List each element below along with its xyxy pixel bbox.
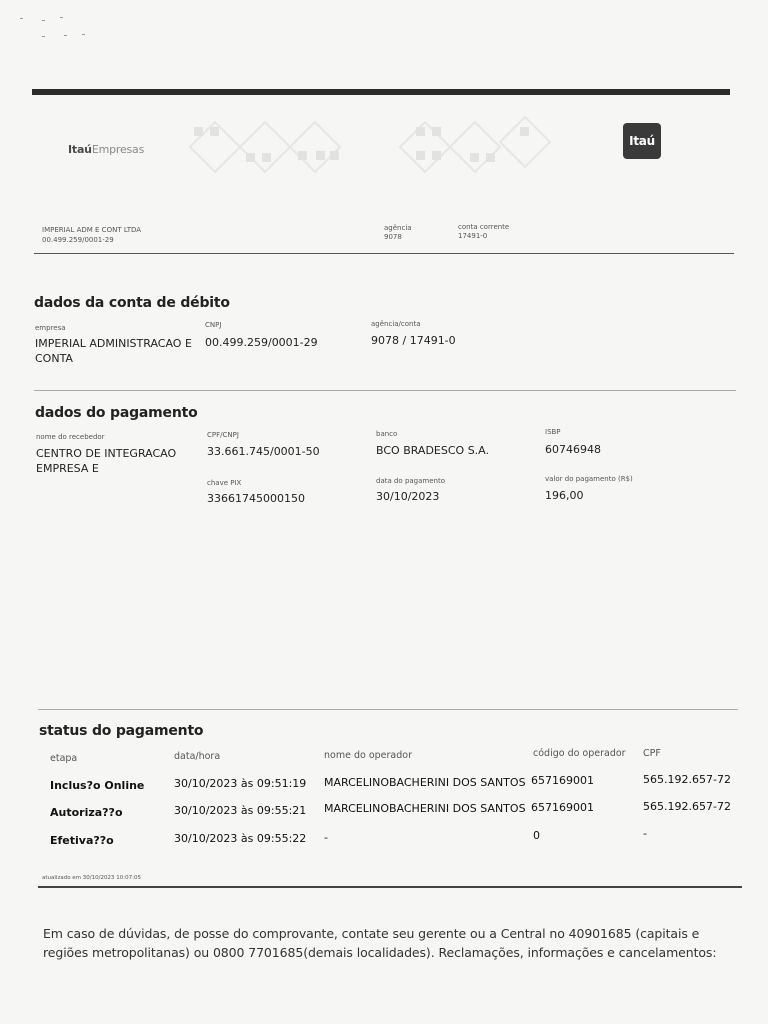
divider <box>38 886 742 888</box>
updated-timestamp: atualizado em 30/10/2023 10:07:05 <box>42 875 141 881</box>
col-codigo: código do operador <box>533 748 626 759</box>
background-pattern <box>170 97 570 189</box>
row-codigo: 0 <box>533 829 540 842</box>
pagamento-title: dados do pagamento <box>35 405 198 421</box>
row-etapa: Autoriza??o <box>50 806 123 819</box>
conta-label: conta corrente <box>458 223 510 231</box>
empresa-label: empresa <box>35 324 66 332</box>
row-operador: - <box>324 831 328 844</box>
divider <box>38 709 738 710</box>
company-cnpj: 00.499.259/0001-29 <box>42 236 114 244</box>
debito-title: dados da conta de débito <box>34 295 230 311</box>
chave-pix-value: 33661745000150 <box>207 492 305 505</box>
header-bar <box>32 89 730 95</box>
row-cpf: 565.192.657-72 <box>643 800 731 813</box>
status-title: status do pagamento <box>39 723 204 739</box>
cpfcnpj-value: 33.661.745/0001-50 <box>207 445 320 458</box>
col-operador: nome do operador <box>324 750 412 761</box>
conta-value: 17491-0 <box>458 232 488 240</box>
footer-text: Em caso de dúvidas, de posse do comprovante, contate seu gerente ou a Central no 40901685 (capitais e regiões metropolitanas) ou 0800 7701685(demais localidades). Reclamações, informações e cancelamentos: <box>43 926 717 960</box>
agconta-label: agência/conta <box>371 320 421 328</box>
row-operador: MARCELINOBACHERINI DOS SANTOS <box>324 802 526 815</box>
row-codigo: 657169001 <box>531 801 594 814</box>
row-cpf: 565.192.657-72 <box>643 773 731 786</box>
recebedor-label: nome do recebedor <box>36 433 105 441</box>
row-cpf: - <box>643 827 647 840</box>
row-datahora: 30/10/2023 às 09:55:22 <box>174 832 307 845</box>
row-datahora: 30/10/2023 às 09:51:19 <box>174 777 307 790</box>
cnpj-label: CNPJ <box>205 321 222 329</box>
valor-label: valor do pagamento (R$) <box>545 475 633 483</box>
company-name: IMPERIAL ADM E CONT LTDA <box>42 226 142 234</box>
ispb-value: 60746948 <box>545 443 601 456</box>
itau-logo: Itaú <box>623 123 661 159</box>
valor-value: 196,00 <box>545 489 584 502</box>
brand-wordmark: ItaúEmpresas <box>68 143 145 156</box>
agencia-value: 9078 <box>384 233 402 241</box>
data-pagamento-value: 30/10/2023 <box>376 490 440 503</box>
agconta-value: 9078 / 17491-0 <box>371 334 456 347</box>
row-etapa: Inclus?o Online <box>50 779 145 792</box>
empresa-value: IMPERIAL ADMINISTRACAO E CONTA <box>35 337 192 365</box>
col-datahora: data/hora <box>174 751 221 762</box>
recebedor-value: CENTRO DE INTEGRACAO EMPRESA E <box>36 447 177 475</box>
ispb-label: ISBP <box>545 428 561 436</box>
row-etapa: Efetiva??o <box>50 834 114 847</box>
cnpj-value: 00.499.259/0001-29 <box>205 336 318 349</box>
col-etapa: etapa <box>50 753 78 764</box>
row-codigo: 657169001 <box>531 774 594 787</box>
banco-label: banco <box>376 430 398 438</box>
banco-value: BCO BRADESCO S.A. <box>376 444 490 457</box>
agencia-label: agência <box>384 224 412 232</box>
scan-specks <box>12 12 102 42</box>
cpfcnpj-label: CPF/CNPJ <box>207 431 239 439</box>
row-datahora: 30/10/2023 às 09:55:21 <box>174 804 307 817</box>
row-operador: MARCELINOBACHERINI DOS SANTOS <box>324 776 526 789</box>
divider <box>34 390 736 391</box>
divider <box>34 253 734 254</box>
chave-pix-label: chave PIX <box>207 479 242 487</box>
col-cpf: CPF <box>643 748 661 759</box>
data-pagamento-label: data do pagamento <box>376 477 445 485</box>
